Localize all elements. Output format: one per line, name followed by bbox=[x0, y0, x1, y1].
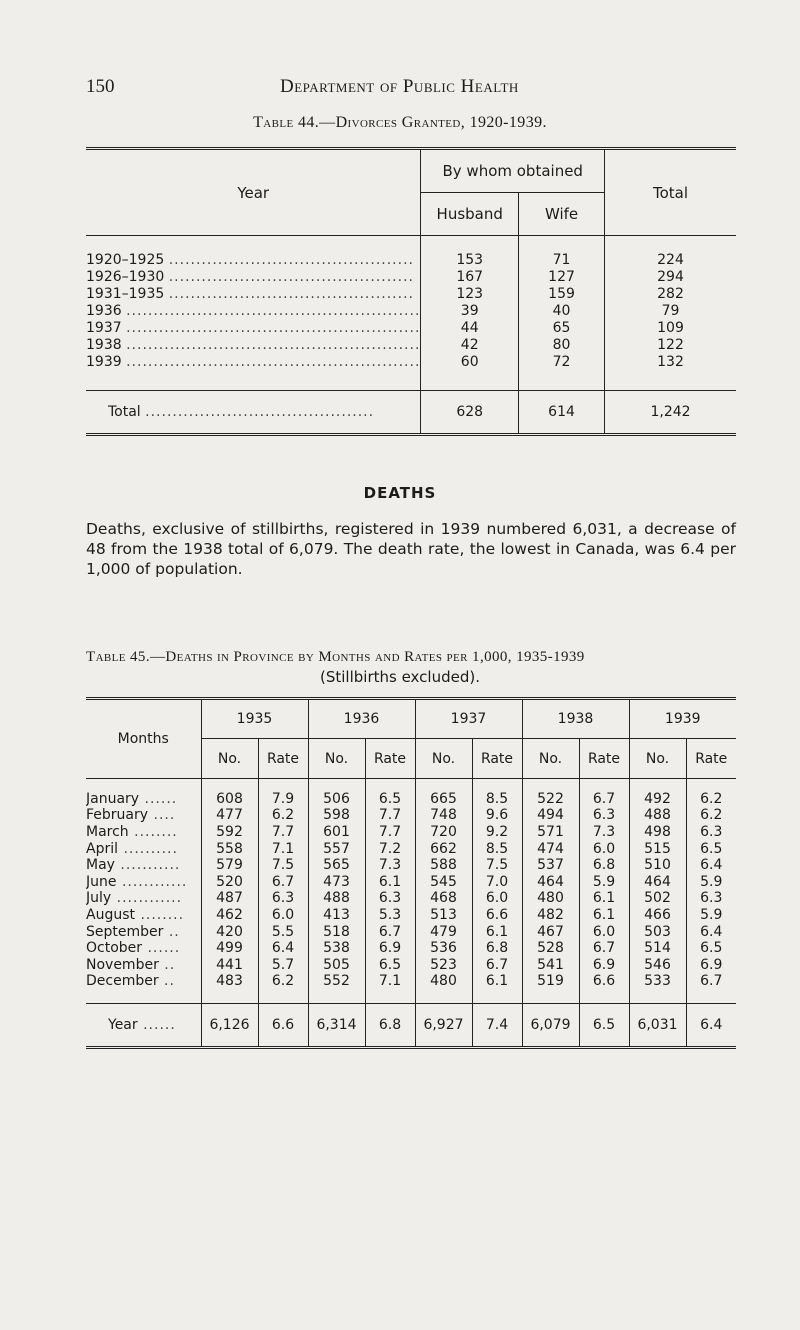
cell-deaths-no: 505 bbox=[308, 956, 365, 973]
cell-deaths-no: 482 bbox=[522, 907, 579, 924]
cell-deaths-no: 494 bbox=[522, 807, 579, 824]
cell-death-rate: 6.6 bbox=[579, 973, 629, 990]
cell-husband: 39 bbox=[421, 303, 519, 320]
cell-year-total-no: 6,927 bbox=[415, 1004, 472, 1048]
cell-year-total-rate: 6.5 bbox=[579, 1004, 629, 1048]
row-year: 1920–1925 bbox=[86, 252, 165, 268]
cell-death-rate: 6.4 bbox=[700, 857, 723, 874]
cell-deaths-no: 473 bbox=[308, 873, 365, 890]
cell-death-rate: 6.3 bbox=[579, 807, 629, 824]
cell-grand-total: 1,242 bbox=[605, 391, 736, 435]
cell-total: 282 bbox=[657, 286, 684, 302]
cell-death-rate: 5.3 bbox=[365, 907, 415, 924]
row-year: 1936 bbox=[86, 303, 122, 319]
cell-deaths-no: 514 bbox=[629, 940, 686, 957]
cell-death-rate: 6.2 bbox=[258, 973, 308, 990]
cell-husband: 167 bbox=[421, 269, 519, 286]
cell-husband: 153 bbox=[421, 252, 519, 269]
cell-total: 109 bbox=[657, 320, 684, 336]
cell-deaths-no: 467 bbox=[522, 923, 579, 940]
col-header-year-1939: 1939 bbox=[629, 699, 736, 739]
table-row: 1936 ...................................................... 39 40 79 bbox=[86, 303, 736, 320]
cell-death-rate: 9.6 bbox=[472, 807, 522, 824]
row-year: 1937 bbox=[86, 320, 122, 336]
table-row: 1931–1935 ............................................. 123 159 282 bbox=[86, 286, 736, 303]
cell-death-rate: 6.1 bbox=[365, 873, 415, 890]
cell-death-rate: 7.1 bbox=[365, 973, 415, 990]
cell-death-rate: 6.7 bbox=[365, 923, 415, 940]
col-header-wife: Wife bbox=[519, 193, 605, 236]
row-year: 1926–1930 bbox=[86, 269, 165, 285]
cell-deaths-no: 546 bbox=[629, 956, 686, 973]
cell-husband: 42 bbox=[421, 337, 519, 354]
cell-death-rate: 6.4 bbox=[700, 923, 723, 940]
row-year: 1938 bbox=[86, 337, 122, 353]
table-row: June ............ 520 6.7 473 6.1 545 7.0 464 5.9 464 5.9 bbox=[86, 873, 736, 890]
cell-deaths-no: 552 bbox=[308, 973, 365, 990]
col-header-year-1935: 1935 bbox=[201, 699, 308, 739]
table-row: September .. 420 5.5 518 6.7 479 6.1 467 6.0 503 6.4 bbox=[86, 923, 736, 940]
row-month: June bbox=[86, 873, 117, 890]
cell-deaths-no: 483 bbox=[201, 973, 258, 990]
table-row: 1926–1930 ............................................. 167 127 294 bbox=[86, 269, 736, 286]
cell-husband-total: 628 bbox=[421, 391, 519, 435]
cell-deaths-no: 536 bbox=[415, 940, 472, 957]
cell-deaths-no: 519 bbox=[522, 973, 579, 990]
cell-death-rate: 6.5 bbox=[700, 940, 723, 957]
cell-total: 132 bbox=[657, 354, 684, 370]
cell-death-rate: 6.7 bbox=[579, 940, 629, 957]
row-month: December bbox=[86, 973, 159, 990]
cell-year-total-no: 6,079 bbox=[522, 1004, 579, 1048]
cell-death-rate: 8.5 bbox=[472, 791, 522, 808]
page-number: 150 bbox=[86, 76, 115, 97]
col-header-total: Total bbox=[605, 149, 736, 236]
cell-death-rate: 6.3 bbox=[365, 890, 415, 907]
cell-deaths-no: 520 bbox=[201, 873, 258, 890]
col-header-no: No. bbox=[522, 739, 579, 779]
cell-death-rate: 6.1 bbox=[579, 890, 629, 907]
cell-deaths-no: 565 bbox=[308, 857, 365, 874]
cell-deaths-no: 541 bbox=[522, 956, 579, 973]
cell-deaths-no: 665 bbox=[415, 791, 472, 808]
cell-death-rate: 6.8 bbox=[472, 940, 522, 957]
cell-deaths-no: 510 bbox=[629, 857, 686, 874]
cell-death-rate: 6.5 bbox=[700, 840, 723, 857]
cell-death-rate: 7.5 bbox=[258, 857, 308, 874]
col-header-year: Year bbox=[86, 149, 421, 236]
cell-deaths-no: 492 bbox=[629, 791, 686, 808]
table-row: May ........... 579 7.5 565 7.3 588 7.5 537 6.8 510 6.4 bbox=[86, 857, 736, 874]
cell-death-rate: 8.5 bbox=[472, 840, 522, 857]
cell-deaths-no: 468 bbox=[415, 890, 472, 907]
cell-total: 294 bbox=[657, 269, 684, 285]
cell-deaths-no: 601 bbox=[308, 824, 365, 841]
cell-wife: 71 bbox=[519, 252, 605, 269]
cell-deaths-no: 506 bbox=[308, 791, 365, 808]
cell-death-rate: 7.1 bbox=[258, 840, 308, 857]
cell-wife: 80 bbox=[519, 337, 605, 354]
cell-deaths-no: 662 bbox=[415, 840, 472, 857]
cell-death-rate: 6.9 bbox=[700, 956, 723, 973]
cell-deaths-no: 477 bbox=[201, 807, 258, 824]
table-row: November .. 441 5.7 505 6.5 523 6.7 541 6.9 546 6.9 bbox=[86, 956, 736, 973]
cell-death-rate: 6.6 bbox=[472, 907, 522, 924]
row-year: 1931–1935 bbox=[86, 286, 165, 302]
col-header-months: Months bbox=[86, 699, 201, 779]
col-header-no: No. bbox=[308, 739, 365, 779]
cell-husband: 44 bbox=[421, 320, 519, 337]
cell-death-rate: 6.7 bbox=[700, 973, 723, 990]
cell-death-rate: 6.0 bbox=[579, 923, 629, 940]
table-45 bbox=[86, 697, 736, 1049]
cell-deaths-no: 523 bbox=[415, 956, 472, 973]
cell-death-rate: 5.5 bbox=[258, 923, 308, 940]
cell-deaths-no: 537 bbox=[522, 857, 579, 874]
cell-deaths-no: 557 bbox=[308, 840, 365, 857]
cell-death-rate: 6.7 bbox=[472, 956, 522, 973]
deaths-heading: DEATHS bbox=[363, 484, 437, 502]
table-row: April .......... 558 7.1 557 7.2 662 8.5 474 6.0 515 6.5 bbox=[86, 840, 736, 857]
cell-deaths-no: 608 bbox=[201, 791, 258, 808]
cell-death-rate: 6.0 bbox=[579, 840, 629, 857]
cell-deaths-no: 462 bbox=[201, 907, 258, 924]
cell-deaths-no: 413 bbox=[308, 907, 365, 924]
table-row: July ............ 487 6.3 488 6.3 468 6.0 480 6.1 502 6.3 bbox=[86, 890, 736, 907]
cell-deaths-no: 479 bbox=[415, 923, 472, 940]
cell-death-rate: 7.7 bbox=[258, 824, 308, 841]
cell-wife: 127 bbox=[519, 269, 605, 286]
row-month: May bbox=[86, 857, 115, 874]
cell-husband: 60 bbox=[421, 354, 519, 371]
row-month: July bbox=[86, 890, 112, 907]
cell-death-rate: 6.2 bbox=[700, 790, 723, 807]
cell-year-total-rate: 6.8 bbox=[365, 1004, 415, 1048]
cell-deaths-no: 480 bbox=[415, 973, 472, 990]
cell-death-rate: 7.7 bbox=[365, 807, 415, 824]
row-month: January bbox=[86, 790, 140, 807]
cell-year-total-rate: 6.4 bbox=[686, 1004, 736, 1048]
row-month: August bbox=[86, 906, 135, 923]
table-44-title: Table 44.—Divorces Granted, 1920-1939. bbox=[253, 114, 547, 131]
cell-deaths-no: 588 bbox=[415, 857, 472, 874]
cell-wife-total: 614 bbox=[519, 391, 605, 435]
cell-deaths-no: 545 bbox=[415, 873, 472, 890]
cell-death-rate: 5.7 bbox=[258, 956, 308, 973]
table-45-subtitle: (Stillbirths excluded). bbox=[320, 668, 480, 686]
cell-deaths-no: 464 bbox=[522, 873, 579, 890]
cell-death-rate: 7.7 bbox=[365, 824, 415, 841]
col-header-rate: Rate bbox=[472, 739, 522, 779]
cell-death-rate: 6.1 bbox=[579, 907, 629, 924]
cell-death-rate: 6.1 bbox=[472, 923, 522, 940]
table-row: 1939 ...................................................... 60 72 132 bbox=[86, 354, 736, 371]
row-month: November bbox=[86, 956, 159, 973]
running-head: Department of Public Health bbox=[280, 76, 519, 97]
cell-death-rate: 6.5 bbox=[365, 956, 415, 973]
cell-death-rate: 6.5 bbox=[365, 791, 415, 808]
table-row: October ...... 499 6.4 538 6.9 536 6.8 528 6.7 514 6.5 bbox=[86, 940, 736, 957]
cell-deaths-no: 420 bbox=[201, 923, 258, 940]
row-month: October bbox=[86, 940, 143, 957]
cell-deaths-no: 502 bbox=[629, 890, 686, 907]
cell-deaths-no: 518 bbox=[308, 923, 365, 940]
cell-death-rate: 6.2 bbox=[700, 807, 723, 824]
row-month: March bbox=[86, 823, 129, 840]
year-total-row: Year ...... 6,126 6.6 6,314 6.8 6,927 7.4 6,079 6.5 6,031 6.4 bbox=[86, 1004, 736, 1048]
cell-death-rate: 7.3 bbox=[365, 857, 415, 874]
cell-deaths-no: 498 bbox=[629, 824, 686, 841]
cell-deaths-no: 571 bbox=[522, 824, 579, 841]
table-row: August ........ 462 6.0 413 5.3 513 6.6 482 6.1 466 5.9 bbox=[86, 907, 736, 924]
cell-wife: 40 bbox=[519, 303, 605, 320]
cell-death-rate: 5.9 bbox=[579, 873, 629, 890]
row-year: 1939 bbox=[86, 354, 122, 370]
cell-deaths-no: 598 bbox=[308, 807, 365, 824]
cell-wife: 72 bbox=[519, 354, 605, 371]
cell-deaths-no: 503 bbox=[629, 923, 686, 940]
cell-deaths-no: 466 bbox=[629, 907, 686, 924]
table-45-title: Table 45.—Deaths in Province by Months and Rates per 1,000, 1935-1939 bbox=[86, 649, 585, 665]
cell-death-rate: 6.7 bbox=[258, 873, 308, 890]
cell-wife: 65 bbox=[519, 320, 605, 337]
table-row: 1938 ...................................................... 42 80 122 bbox=[86, 337, 736, 354]
cell-total: 79 bbox=[661, 303, 680, 319]
col-header-no: No. bbox=[415, 739, 472, 779]
cell-year-total-no: 6,031 bbox=[629, 1004, 686, 1048]
col-header-year-1937: 1937 bbox=[415, 699, 522, 739]
col-header-rate: Rate bbox=[686, 739, 736, 779]
deaths-paragraph: Deaths, exclusive of stillbirths, registered in 1939 numbered 6,031, a decrease of 48 from the 1938 total of 6,079. The death rate, the lowest in Canada, was 6.4 per 1,000 of population. bbox=[86, 520, 736, 578]
total-label: Total bbox=[108, 404, 141, 420]
cell-deaths-no: 528 bbox=[522, 940, 579, 957]
cell-death-rate: 6.8 bbox=[579, 857, 629, 874]
cell-year-total-no: 6,314 bbox=[308, 1004, 365, 1048]
cell-deaths-no: 533 bbox=[629, 973, 686, 990]
col-header-rate: Rate bbox=[365, 739, 415, 779]
table-row: 1920–1925 ............................................. 153 71 224 bbox=[86, 252, 736, 269]
row-month: September bbox=[86, 923, 164, 940]
cell-death-rate: 6.4 bbox=[258, 940, 308, 957]
row-month: April bbox=[86, 840, 118, 857]
cell-death-rate: 6.2 bbox=[258, 807, 308, 824]
cell-deaths-no: 579 bbox=[201, 857, 258, 874]
cell-year-total-rate: 7.4 bbox=[472, 1004, 522, 1048]
cell-death-rate: 7.9 bbox=[258, 791, 308, 808]
cell-death-rate: 6.0 bbox=[472, 890, 522, 907]
cell-deaths-no: 488 bbox=[308, 890, 365, 907]
table-row: 1937 ...................................................... 44 65 109 bbox=[86, 320, 736, 337]
col-header-year-1938: 1938 bbox=[522, 699, 629, 739]
cell-death-rate: 6.9 bbox=[579, 956, 629, 973]
cell-death-rate: 6.0 bbox=[258, 907, 308, 924]
cell-year-total-rate: 6.6 bbox=[258, 1004, 308, 1048]
cell-death-rate: 7.0 bbox=[472, 873, 522, 890]
table-row: March ........ 592 7.7 601 7.7 720 9.2 571 7.3 498 6.3 bbox=[86, 824, 736, 841]
cell-death-rate: 6.1 bbox=[472, 973, 522, 990]
cell-death-rate: 6.3 bbox=[258, 890, 308, 907]
table-row: December .. 483 6.2 552 7.1 480 6.1 519 6.6 533 6.7 bbox=[86, 973, 736, 990]
cell-death-rate: 6.3 bbox=[700, 823, 723, 840]
col-header-husband: Husband bbox=[421, 193, 519, 236]
cell-deaths-no: 488 bbox=[629, 807, 686, 824]
cell-wife: 159 bbox=[519, 286, 605, 303]
table-44 bbox=[86, 147, 736, 436]
cell-death-rate: 5.9 bbox=[700, 873, 723, 890]
cell-deaths-no: 487 bbox=[201, 890, 258, 907]
cell-death-rate: 6.9 bbox=[365, 940, 415, 957]
cell-death-rate: 7.5 bbox=[472, 857, 522, 874]
year-total-label: Year bbox=[108, 1017, 138, 1034]
cell-deaths-no: 474 bbox=[522, 840, 579, 857]
cell-death-rate: 9.2 bbox=[472, 824, 522, 841]
cell-deaths-no: 522 bbox=[522, 791, 579, 808]
cell-deaths-no: 441 bbox=[201, 956, 258, 973]
cell-total: 224 bbox=[657, 252, 684, 268]
cell-death-rate: 6.7 bbox=[579, 791, 629, 808]
cell-deaths-no: 720 bbox=[415, 824, 472, 841]
cell-year-total-no: 6,126 bbox=[201, 1004, 258, 1048]
total-row: Total .......................................... 628 614 1,242 bbox=[86, 391, 736, 435]
col-header-no: No. bbox=[201, 739, 258, 779]
cell-deaths-no: 464 bbox=[629, 873, 686, 890]
cell-total: 122 bbox=[657, 337, 684, 353]
row-month: February bbox=[86, 807, 149, 824]
table-row: January ...... 608 7.9 506 6.5 665 8.5 522 6.7 492 6.2 bbox=[86, 791, 736, 808]
cell-deaths-no: 513 bbox=[415, 907, 472, 924]
cell-deaths-no: 748 bbox=[415, 807, 472, 824]
col-header-by-whom: By whom obtained bbox=[421, 149, 605, 193]
cell-deaths-no: 515 bbox=[629, 840, 686, 857]
table-row: February .... 477 6.2 598 7.7 748 9.6 494 6.3 488 6.2 bbox=[86, 807, 736, 824]
cell-deaths-no: 558 bbox=[201, 840, 258, 857]
col-header-year-1936: 1936 bbox=[308, 699, 415, 739]
cell-death-rate: 6.3 bbox=[700, 890, 723, 907]
col-header-rate: Rate bbox=[579, 739, 629, 779]
cell-deaths-no: 538 bbox=[308, 940, 365, 957]
cell-death-rate: 7.3 bbox=[579, 824, 629, 841]
col-header-rate: Rate bbox=[258, 739, 308, 779]
cell-deaths-no: 480 bbox=[522, 890, 579, 907]
cell-husband: 123 bbox=[421, 286, 519, 303]
cell-deaths-no: 499 bbox=[201, 940, 258, 957]
col-header-no: No. bbox=[629, 739, 686, 779]
cell-death-rate: 5.9 bbox=[700, 906, 723, 923]
cell-deaths-no: 592 bbox=[201, 824, 258, 841]
cell-death-rate: 7.2 bbox=[365, 840, 415, 857]
